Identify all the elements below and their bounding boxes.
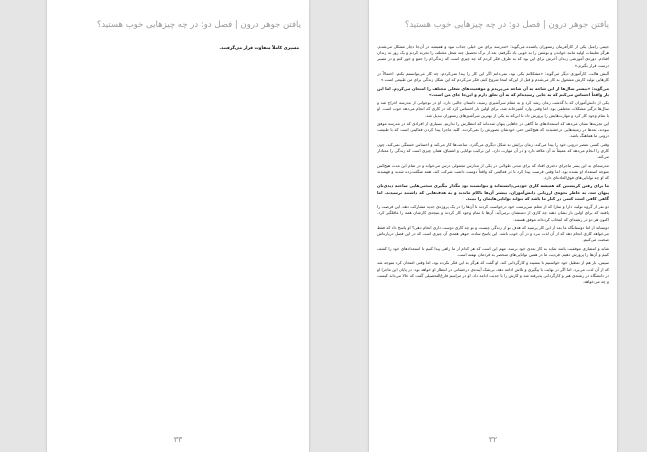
paragraph: دوستانه از اما دوستانگاه ما بعد از این کار پرسید که هدف تو از زندگی چیست و تو چه کاری دوست داری انجام دهی؟ او پاسخ داد که فقط می‌خواهد کاری انجام دهد که از آن لذت ببرد و در آن خوب باشد. این پاسخ ساده، جوهر همه‌ی آن چیزی است که در این فصل درباره‌اش صحبت می‌کنیم.: [377, 224, 609, 243]
paragraph: آلیش هالت، کارآموزی دیگر می‌گوید: «مشکلاتم یکی بود، نمی‌دانم اگر این کار را پیدا نمی‌کردم، چه کار می‌توانستم بکنم. احتمالاً در کارهایی تولید کارش مشغول به کار می‌شدم و قبل از این‌که اینجا شروع کنم، فکر می‌کردم که این شکل زندگی برای من طبیعی است.»: [377, 71, 609, 83]
running-header-left: یافتن جوهر درون | فصل دو: در چه چیزهایی خوب هستید؟: [96, 20, 301, 30]
page-number-right: ۳۲: [488, 435, 498, 444]
paragraph: شاید و انتشاری موفقیت باشد شاید به کار بعدی خود برسد. مهم این است که هر کدام از ما راهی پیدا کنیم تا استعدادهای خود را کشف کنیم و آن‌ها را پرورش دهیم. فردیت ما در همین توانایی‌های منحصر به فردمان نهفته است.: [377, 245, 609, 257]
page-number-left: ۳۳: [173, 435, 183, 444]
paragraph: جیمی رامبل یکی از کارآفرینان رستوران پاشنده می‌گوید: «مدرسه برای من خیلی جذاب نبود و همیشه در آن‌جا دچار مشکل می‌شدم. هرگز تعلیمات اولیه مانند خواندن و نوشتن را به خوبی یاد نگرفتم. بعد از ترک تحصیل چند شغل مختلف را تجربه کردم و یک روز به زندان افتادم. دوره‌ی آموزشی زندان آخرش برای این بود که به طرف فکر کردم که چه چیزی است که زندگی‌ام را جمع و جور کنم و در مسیر درست قرار بگیرم.»: [377, 44, 609, 68]
paragraph: ما برای رفتن کریستین که همیشه کاری خودمی‌دانسته‌اند و نتوانستند بود مگذار بیگیری سختی‌هایی ساخته دیدی‌تان پنهان شد، به خاطر نحوه‌ی ارزیابی دانش‌آموزان، بیشتر آن‌ها ناکام ماندند و به هدف‌هایی که داشتند نرسیدند. اما گاهی کافی است کسی در کنار ما باشد که بتواند توانایی‌هایمان را ببیند.: [377, 183, 609, 201]
page-text-line: مسیری کاملاً متفاوت قرار می‌گرفتند.: [219, 46, 299, 51]
left-page: [47, 0, 309, 452]
paragraph: این تجربه‌ها نشان می‌دهد که استعدادهای ما گاهی در جاهایی پنهان شده‌اند که انتظارش را نداریم. بسیاری از افرادی که در مدرسه موفق نبودند، بعدها در زمینه‌هایی درخشیدند که هیچ‌کس حتی خودشان تصورش را نمی‌کردند. کلید ماجرا پیدا کردن فعالیتی است که با طبیعت درونی ما هماهنگ باشد.: [377, 120, 609, 139]
paragraph: یکی از دانش‌آموزان که با گذشت زمان رشد کرد و به مقام سرآشپزی رسید، داستان جالبی دارد. او در نوجوانی از مدرسه اخراج شد و سال‌ها درگیر مشکلات مختلفی بود. اما وقتی وارد آشپزخانه شد، برای اولین بار احساس کرد که در کاری که انجام می‌دهد خوب است. او با تمام وجود کار کرد و مهارت‌هایش را پرورش داد تا این‌که به یکی از بهترین سرآشپزهای رستوران تبدیل شد.: [377, 100, 609, 118]
running-header-right: یافتن جوهر درون | فصل دو: در چه چیزهایی خوب هستید؟: [404, 20, 609, 30]
paragraph: سپس، باز هم از تعطیل خود خواستیم تا بنشیند و کارگردانی کند. او گفت که هرگز به این فکر نکرده بود، اما وقتی امتحان کرد متوجه شد که از آن لذت می‌برد. اما اگر در نهایت با پیگیری و تلاش ادامه دهد، بی‌شک آینده‌ی درخشانی در انتظار او خواهد بود. در پایان این ماجرا او در دانشگاه در رشته‌ی هنر و کارگردانی پذیرفته شد و کارش را با جدیت ادامه داد. او در مراسم فارغ‌التحصیلی گفت که حالا می‌داند کیست و چه می‌خواهد.: [377, 260, 609, 284]
paragraph: مدرسه‌ای به این پسر ماجرای دختری افتاد که برای مدتی طولانی در یکی از مدارس معمولی درس می‌خواند و در تمام این مدت هیچ‌کس متوجه استعداد او نشده بود. اما وقتی فرصت پیدا کرد تا در فعالیتی که واقعاً دوست داشت شرکت کند، همه شگفت‌زده شدند و فهمیدند که او چه توانایی‌های فوق‌العاده‌ای دارد.: [377, 162, 609, 180]
paragraph: دو نفر از گروه تولید، دارا و سارا که از معلم سرپرست خود درخواست کردند تا آن‌ها را در یک پروژه‌ی جدید مشارکت دهد، این فرصت را یافتند که برای اولین بار نشان دهند چه کاری از دستشان برمی‌آید. آن‌ها با تمام وجود کار کردند و نتیجه‌ی کارشان همه را غافلگیر کرد. اکنون هر دو در رشته‌ای که انتخاب کرده‌اند موفق هستند.: [377, 204, 609, 222]
right-page: [369, 0, 617, 452]
body-text: [377, 44, 609, 436]
paragraph: وقتی کسی عنصر درونی خود را پیدا می‌کند، زمان برایش به شکل دیگری می‌گذرد. ساعت‌ها کار می‌کند و احساس خستگی نمی‌کند، چون کاری را انجام می‌دهد که عمیقاً به آن علاقه دارد و در آن مهارت دارد. این ترکیب توانایی و اشتیاق، همان چیزی است که زندگی را معنادار می‌کند.: [377, 141, 609, 160]
paragraph: می‌گوید: «بیشتر سال‌ها از این شاخه به آن شاخه می‌پریدم و موقعیت‌های شغلی مختلف را امتحان می‌کردم. اما این بار واقعاً احساس می‌کنم که به جایی رسیده‌ام که به آن تعلق دارم و این‌جا جای من است.»: [377, 85, 609, 97]
